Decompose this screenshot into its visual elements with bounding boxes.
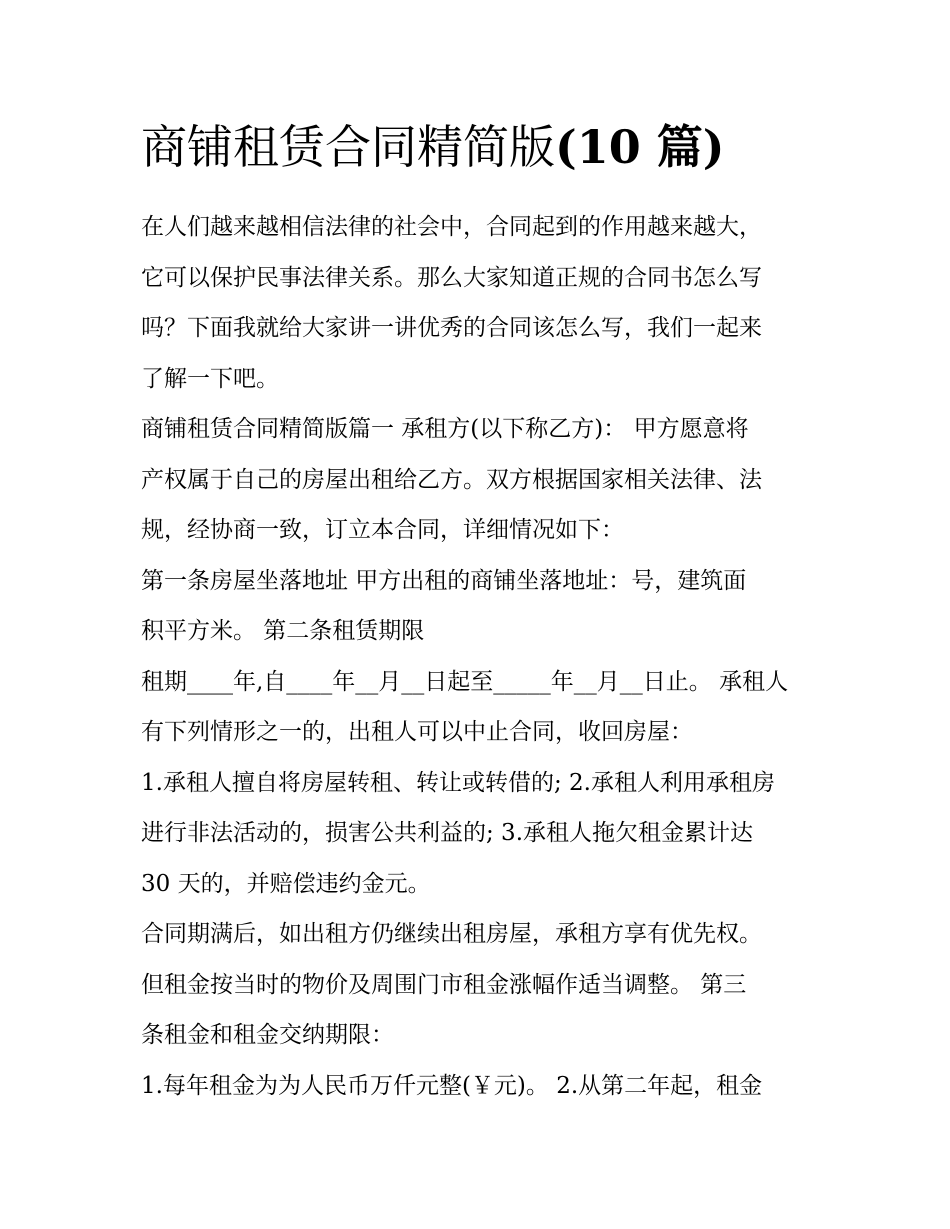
body-line: 进行非法活动的，损害公共利益的; 3.承租人拖欠租金累计达 [141,820,754,846]
title-main: 商铺租赁合同精简版 [141,120,555,174]
body-line: 吗？下面我就给大家讲一讲优秀的合同该怎么写，我们一起来 [141,315,762,341]
body-line: 但租金按当时的物价及周围门市租金涨幅作适当调整。 第三 [141,971,747,998]
body-line: 1.每年租金为为人民币万仟元整(￥元)。 2.从第二年起，租金 [141,1072,763,1099]
body-line: 租期____年,自____年__月__日起至_____年__月__日止。 承租人 [141,668,789,695]
document-title [141,112,841,182]
body-line: 1.承租人擅自将房屋转租、转让或转借的; 2.承租人利用承租房 [141,769,775,796]
body-line: 产权属于自己的房屋出租给乙方。双方根据国家相关法律、法 [141,466,762,493]
body-line: 积平方米。 第二条租赁期限 [141,618,425,644]
body-line: 合同期满后，如出租方仍继续出租房屋，承租方享有优先权。 [141,921,762,947]
body-line: 有下列情形之一的，出租人可以中止合同，收回房屋： [141,719,693,745]
body-line: 30 天的，并赔偿违约金元。 [141,870,431,897]
body-line: 商铺租赁合同精简版篇一 承租方(以下称乙方)： 甲方愿意将 [141,416,749,442]
body-line: 第一条房屋坐落地址 甲方出租的商铺坐落地址：号，建筑面 [141,567,747,594]
body-line: 它可以保护民事法律关系。那么大家知道正规的合同书怎么写 [141,264,762,291]
body-line: 在人们越来越相信法律的社会中，合同起到的作用越来越大， [141,214,762,240]
body-line: 了解一下吧。 [141,365,279,392]
body-line: 条租金和租金交纳期限： [141,1022,394,1048]
document-body [141,202,821,1111]
title-suffix: (10 篇) [555,120,725,174]
body-line: 规，经协商一致，订立本合同，详细情况如下： [141,517,624,543]
